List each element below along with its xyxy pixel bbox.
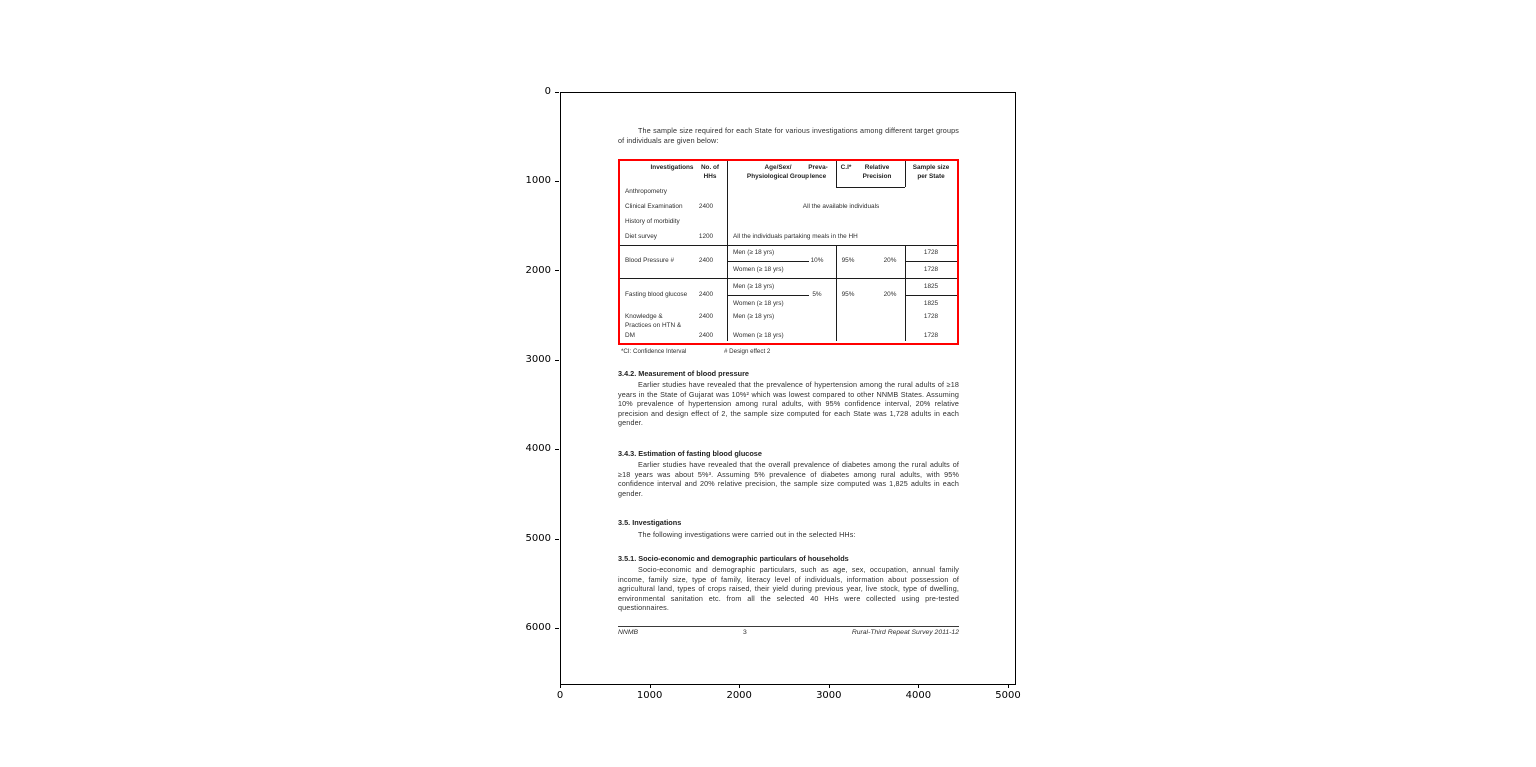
cell-group-men: Men (≥ 18 yrs) (733, 283, 775, 290)
cell-ci: 95% (841, 257, 855, 264)
y-tick-label: 2000 (525, 265, 551, 276)
col-header-relative-precision: Precision (862, 172, 892, 180)
table-rule (620, 245, 957, 246)
table-row-anthropometry: Anthropometry (625, 188, 667, 195)
y-tick-label: 3000 (525, 354, 551, 365)
col-header-no-of-hhs: HHs (703, 172, 717, 180)
col-header-prevalence: lence (809, 172, 827, 180)
table-footnote-ci: *CI: Confidence Interval (621, 348, 687, 355)
cell-sample-size: 1825 (923, 283, 939, 290)
col-header-age-sex: Physiological Group (746, 172, 810, 180)
table-row-blood-pressure: Blood Pressure # (625, 257, 675, 264)
cell-prevalence: 10% (810, 257, 824, 264)
col-header-sample-size: per State (917, 172, 945, 180)
table-row-fasting-glucose: Fasting blood glucose (625, 291, 688, 298)
footer-report-name: NNMB (618, 629, 639, 636)
y-tick-mark (555, 628, 559, 629)
y-tick-mark (555, 360, 559, 361)
cell-ci: 95% (841, 291, 855, 298)
plot-area (560, 92, 1016, 685)
cell-hhs: 2400 (698, 332, 714, 339)
table-rule (836, 161, 837, 187)
table-row-knowledge-practices: Practices on HTN & (625, 322, 682, 329)
table-rule (727, 261, 809, 262)
y-tick-label: 4000 (525, 443, 551, 454)
cell-group-women: Women (≥ 18 yrs) (733, 299, 784, 307)
cell-sample-size: 1825 (923, 299, 939, 307)
footer-rule (618, 626, 959, 627)
cell-group-women: Women (≥ 18 yrs) (733, 332, 784, 339)
table-rule (905, 161, 906, 187)
x-tick-label: 4000 (905, 690, 932, 701)
cell-sample-size: 1728 (923, 249, 939, 256)
table-row-history-morbidity: History of morbidity (625, 218, 680, 225)
cell-merged-partaking: All the individuals partaking meals in the HH (733, 233, 858, 240)
col-header-sample-size: Sample size (912, 164, 950, 171)
cell-merged-all-available: All the available individuals (802, 203, 880, 210)
table-row-knowledge-practices: DM (625, 332, 635, 339)
cell-sample-size: 1728 (923, 332, 939, 339)
table-rule (905, 245, 906, 341)
y-tick-mark (555, 270, 559, 271)
section-heading-3-5-1: 3.5.1. Socio-economic and demographic particulars of households (618, 554, 849, 563)
cell-sample-size: 1728 (923, 266, 939, 273)
footer-survey-name: Rural-Third Repeat Survey 2011-12 (851, 629, 959, 636)
table-rule (905, 261, 957, 262)
table-rule (836, 187, 905, 188)
section-body-3-5-1: Socio-economic and demographic particulars, such as age, sex, occupation, annual family income, family size, type of family, literacy level of individuals, information about possession of agricultural land, types of crops raised, their yield during previous year, live stock, type of dwelling, environmental sanitation etc. from all the selected 40 HHs were collected using pre-tested questionnaires. (618, 565, 959, 613)
intro-paragraph: The sample size required for each State for various investigations among different target groups of individuals are given below: (618, 126, 959, 145)
x-tick-label: 5000 (995, 690, 1021, 701)
sample-size-table (618, 159, 959, 345)
cell-prevalence: 5% (812, 291, 822, 298)
section-body-3-4-3: Earlier studies have revealed that the overall prevalence of diabetes among the rural adults of ≥18 years was about 5%³. Assuming 5% prevalence of diabetes among rural adults, with 95% confidence interval and 20% relative precision, the sample size computed was 1,825 adults in each gender. (618, 460, 959, 498)
col-header-age-sex: Age/Sex/ (764, 164, 792, 171)
table-row-clinical-examination: Clinical Examination (625, 203, 683, 210)
y-tick-mark (555, 449, 559, 450)
cell-group-men: Men (≥ 18 yrs) (733, 249, 775, 256)
x-tick-label: 0 (556, 690, 564, 701)
page-footer (618, 629, 959, 636)
col-header-relative-precision: Relative (864, 164, 890, 171)
table-rule (905, 295, 957, 296)
cell-group-women: Women (≥ 18 yrs) (733, 266, 784, 273)
document-page (561, 93, 1015, 684)
table-grid (620, 161, 957, 343)
table-rule (620, 278, 957, 279)
table-row-knowledge-practices: Knowledge & (625, 313, 663, 320)
cell-relative-precision: 20% (883, 257, 897, 264)
section-body-3-5: The following investigations were carried out in the selected HHs: (638, 530, 856, 539)
section-body-3-4-2: Earlier studies have revealed that the prevalence of hypertension among the rural adults of ≥18 years in the State of Gujarat was 10%² which was lowest compared to other NNMB States. Assuming 10% prevalence of hypertension among rural adults, with 95% confidence interval, 20% relative precision and design effect of 2, the sample size computed for each State was 1,728 adults in each gender. (618, 380, 959, 428)
table-row-diet-survey: Diet survey (625, 233, 657, 240)
y-tick-label: 6000 (525, 622, 551, 633)
x-tick-label: 3000 (816, 690, 842, 701)
col-header-prevalence: Preva- (808, 164, 828, 171)
cell-hhs: 2400 (698, 291, 714, 298)
section-heading-3-4-3: 3.4.3. Estimation of fasting blood glucose (618, 449, 762, 458)
cell-hhs: 2400 (698, 313, 714, 320)
table-rule (836, 245, 837, 341)
x-tick-label: 2000 (726, 690, 752, 701)
table-footnote-design-effect: # Design effect 2 (724, 348, 771, 355)
y-tick-label: 5000 (525, 533, 551, 544)
y-tick-label: 0 (544, 86, 551, 97)
y-tick-mark (555, 92, 559, 93)
section-heading-3-5: 3.5. Investigations (618, 518, 682, 527)
x-tick-label: 1000 (636, 690, 663, 701)
col-header-investigations: Investigations (650, 164, 694, 171)
cell-relative-precision: 20% (883, 291, 897, 298)
section-heading-3-4-2: 3.4.2. Measurement of blood pressure (618, 369, 749, 378)
page-number: 3 (743, 629, 747, 636)
cell-group-men: Men (≥ 18 yrs) (733, 313, 775, 320)
cell-sample-size: 1728 (923, 313, 939, 320)
cell-hhs: 2400 (698, 257, 714, 264)
col-header-no-of-hhs: No. of (700, 164, 720, 171)
table-rule (727, 161, 728, 341)
table-rule (727, 295, 809, 296)
y-tick-label: 1000 (525, 175, 551, 186)
y-tick-mark (555, 539, 559, 540)
cell-hhs: 1200 (698, 233, 714, 240)
y-tick-mark (555, 181, 559, 182)
col-header-ci: C.I* (840, 164, 852, 171)
cell-hhs: 2400 (698, 203, 714, 210)
